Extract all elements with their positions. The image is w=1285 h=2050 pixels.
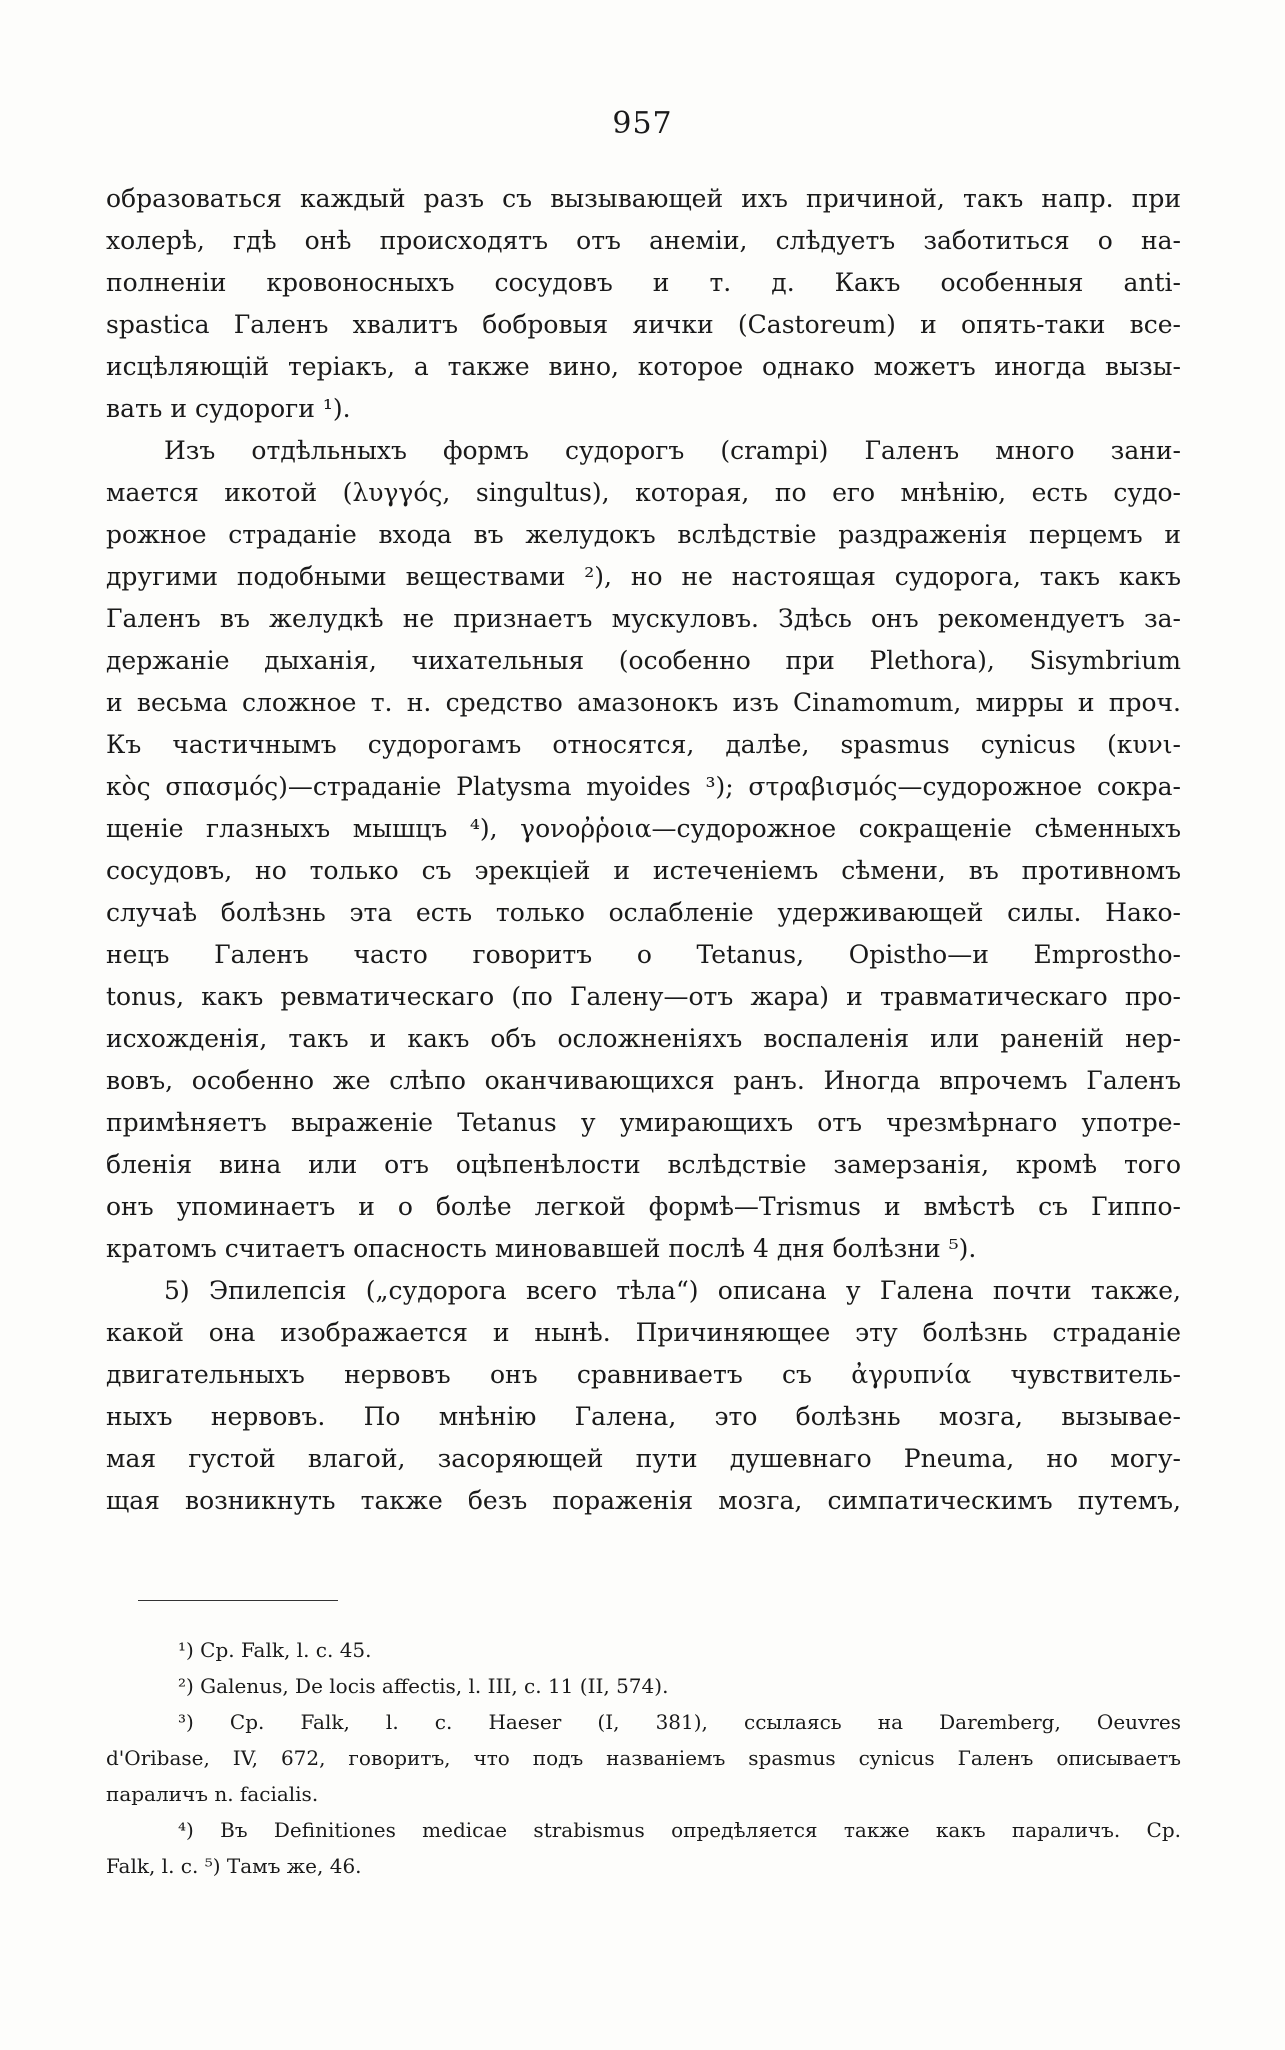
footnote: ³) Ср. Falk, l. c. Haeser (I, 381), ссылаясь на Daremberg, Oeuvres xyxy=(178,1710,1181,1734)
text-line: вовъ, особенно же слѣпо оканчивающихся ранъ. Иногда впрочемъ Галенъ xyxy=(106,1066,1181,1095)
footnote: параличъ n. facialis. xyxy=(106,1782,319,1806)
page-number: 957 xyxy=(612,106,673,141)
footnote: Falk, l. c. ⁵) Тамъ же, 46. xyxy=(106,1854,362,1878)
text-line: нецъ Галенъ часто говоритъ о Tetanus, Opistho—и Emprostho- xyxy=(106,940,1181,969)
text-line: щенiе глазныхъ мышцъ ⁴), γονοῤῥοια—судорожное сокращенiе сѣменныхъ xyxy=(106,814,1181,843)
text-line: щая возникнуть также безъ пораженiя мозга, симпатическимъ путемъ, xyxy=(106,1486,1181,1515)
text-line: исхожденiя, такъ и какъ объ осложненiяхъ воспаленiя или раненiй нер- xyxy=(106,1024,1181,1053)
text-line: мается икотой (λυγγός, singultus), которая, по его мнѣнiю, есть судо- xyxy=(106,478,1181,507)
text-line: ныхъ нервовъ. По мнѣнiю Галена, это болѣзнь мозга, вызывае- xyxy=(106,1402,1181,1431)
text-line: и весьма сложное т. н. средство амазонокъ изъ Cinamomum, мирры и проч. xyxy=(106,688,1181,717)
text-line: tonus, какъ ревматическаго (по Галену—отъ жара) и травматическаго про- xyxy=(106,982,1181,1011)
footnote: ⁴) Въ Definitiones medicae strabismus опредѣляется также какъ параличъ. Ср. xyxy=(178,1818,1181,1842)
footnotes xyxy=(106,1632,1181,1884)
text-line: полненiи кровоносныхъ сосудовъ и т. д. Какъ особенныя anti- xyxy=(106,268,1181,297)
text-line: рожное страданiе входа въ желудокъ вслѣдствiе раздраженiя перцемъ и xyxy=(106,520,1181,549)
text-line: кратомъ считаетъ опасность миновавшей послѣ 4 дня болѣзни ⁵). xyxy=(106,1234,977,1263)
text-line: вать и судороги ¹). xyxy=(106,394,351,423)
footnote: ¹) Ср. Falk, l. c. 45. xyxy=(178,1638,372,1662)
text-line: сосудовъ, но только съ эрекцiей и истеченiемъ сѣмени, въ противномъ xyxy=(106,856,1181,885)
text-line: случаѣ болѣзнь эта есть только ослабленiе удерживающей силы. Нако- xyxy=(106,898,1181,927)
footnote: ²) Galenus, De locis affectis, l. III, c. 11 (II, 574). xyxy=(178,1674,669,1698)
footnote: d'Oribase, IV, 672, говоритъ, что подъ названiемъ spasmus cynicus Галенъ описываетъ xyxy=(106,1746,1181,1770)
text-line: холерѣ, гдѣ онѣ происходятъ отъ анемiи, слѣдуетъ заботиться о на- xyxy=(106,226,1181,255)
text-line: держанiе дыханiя, чихательныя (особенно при Plethora), Sisymbrium xyxy=(106,646,1181,675)
text-line: образоваться каждый разъ съ вызывающей ихъ причиной, такъ напр. при xyxy=(106,184,1181,213)
text-line: 5) Эпилепсiя („судорога всего тѣла“) описана у Галена почти также, xyxy=(164,1276,1181,1305)
text-line: примѣняетъ выраженiе Tetanus у умирающихъ отъ чрезмѣрнаго употре- xyxy=(106,1108,1181,1137)
text-line: Къ частичнымъ судорогамъ относятся, далѣе, spasmus cynicus (κυνι- xyxy=(106,730,1181,759)
text-line: онъ упоминаетъ и о болѣе легкой формѣ—Trismus и вмѣстѣ съ Гиппо- xyxy=(106,1192,1181,1221)
text-line: κὸς σπασμός)—страданiе Platysma myoides ³); στραβισμός—судорожное сокра- xyxy=(106,772,1181,801)
text-line: мая густой влагой, засоряющей пути душевнаго Pneuma, но могу- xyxy=(106,1444,1181,1473)
body-text xyxy=(106,178,1181,1522)
text-line: другими подобными веществами ²), но не настоящая судорога, такъ какъ xyxy=(106,562,1181,591)
text-line: двигательныхъ нервовъ онъ сравниваетъ съ ἀγρυπνία чувствитель- xyxy=(106,1360,1181,1389)
text-line: бленiя вина или отъ оцѣпенѣлости вслѣдствiе замерзанiя, кромѣ того xyxy=(106,1150,1181,1179)
text-line: Галенъ въ желудкѣ не признаетъ мускуловъ. Здѣсь онъ рекомендуетъ за- xyxy=(106,604,1181,633)
text-line: spastica Галенъ хвалитъ бобровыя яички (Castoreum) и опять-таки все- xyxy=(106,310,1181,339)
text-line: Изъ отдѣльныхъ формъ судорогъ (crampi) Галенъ много зани- xyxy=(164,436,1181,465)
footnote-divider xyxy=(138,1600,338,1601)
text-line: какой она изображается и нынѣ. Причиняющее эту болѣзнь страданiе xyxy=(106,1318,1181,1347)
text-line: исцѣляющiй терiакъ, а также вино, которое однако можетъ иногда вызы- xyxy=(106,352,1181,381)
